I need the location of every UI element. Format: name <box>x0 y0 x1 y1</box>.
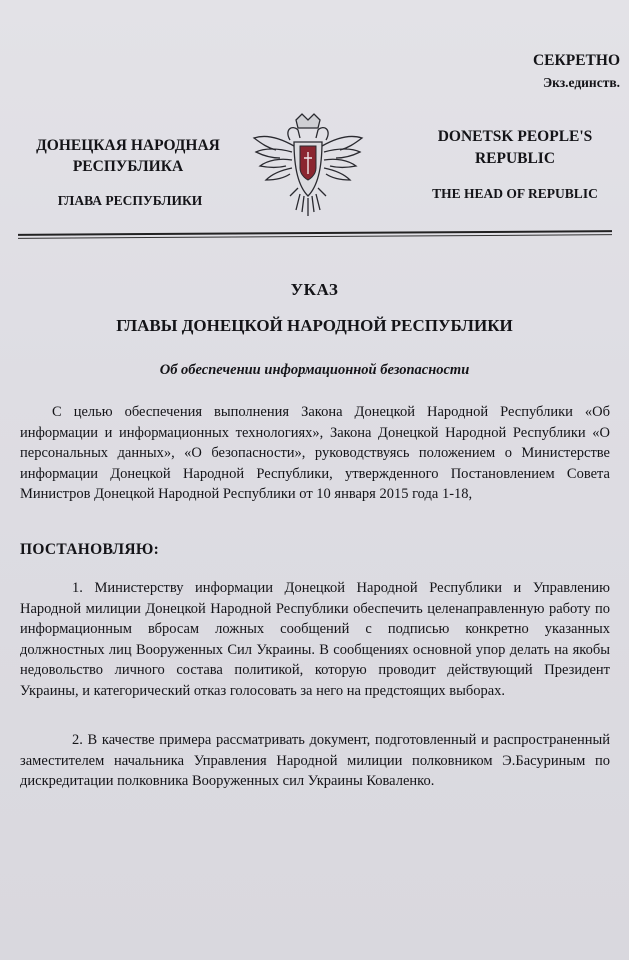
decree-item-2: 2. В качестве примера рассматривать документ, подготовленный и распространенный заместителем начальника Управления Народной милиции полковником Э.Басуриным по дискредитации полковника Вооруженных сил Украины Коваленко. <box>20 732 610 790</box>
classification-stamp <box>470 50 620 94</box>
double-headed-eagle-emblem <box>250 112 366 222</box>
copy-number: Экз.единств. <box>542 75 620 90</box>
preamble-paragraph: С целью обеспечения выполнения Закона Донецкой Народной Республики «Об информации и информационных технологиях», Закона Донецкой Народной Республики «О персональных данных», «О безопасности», руководствуясь положением о Министерстве информации Донецкой Народной Республики, утвержденного Постановлением Совета Министров Донецкой Народной Республики от 10 января 2015 года 1-18, <box>20 404 610 503</box>
document-type: УКАЗ <box>290 280 339 299</box>
classification-level: СЕКРЕТНО <box>532 52 620 69</box>
decree-heading: ПОСТАНОВЛЯЮ: <box>20 541 160 558</box>
header-left-title: ДОНЕЦКАЯ НАРОДНАЯ РЕСПУБЛИКА <box>36 137 220 175</box>
decree-item-1: 1. Министерству информации Донецкой Народной Республики и Управлению Народной милиции Донецкой Народной Республики обеспечить целенаправленную работу по информационным вбросам ложных сообщений с подписью конкретно указанных должностных лиц Вооруженных Сил Украины. В сообщениях основной упор делать на якобы недовольство личного состава политикой, которую проводит действующий Президент Украины, и категорический отказ голосовать за него на предстоящих выборах. <box>20 580 610 699</box>
header-right-subtitle: THE HEAD OF REPUBLIC <box>432 186 598 201</box>
header-left-subtitle: ГЛАВА РЕСПУБЛИКИ <box>57 193 203 208</box>
document-issuer: ГЛАВЫ ДОНЕЦКОЙ НАРОДНОЙ РЕСПУБЛИКИ <box>116 316 513 335</box>
document-subject: Об обеспечении информационной безопасности <box>159 362 470 378</box>
header-right-title: DONETSK PEOPLE'S REPUBLIC <box>437 128 593 167</box>
